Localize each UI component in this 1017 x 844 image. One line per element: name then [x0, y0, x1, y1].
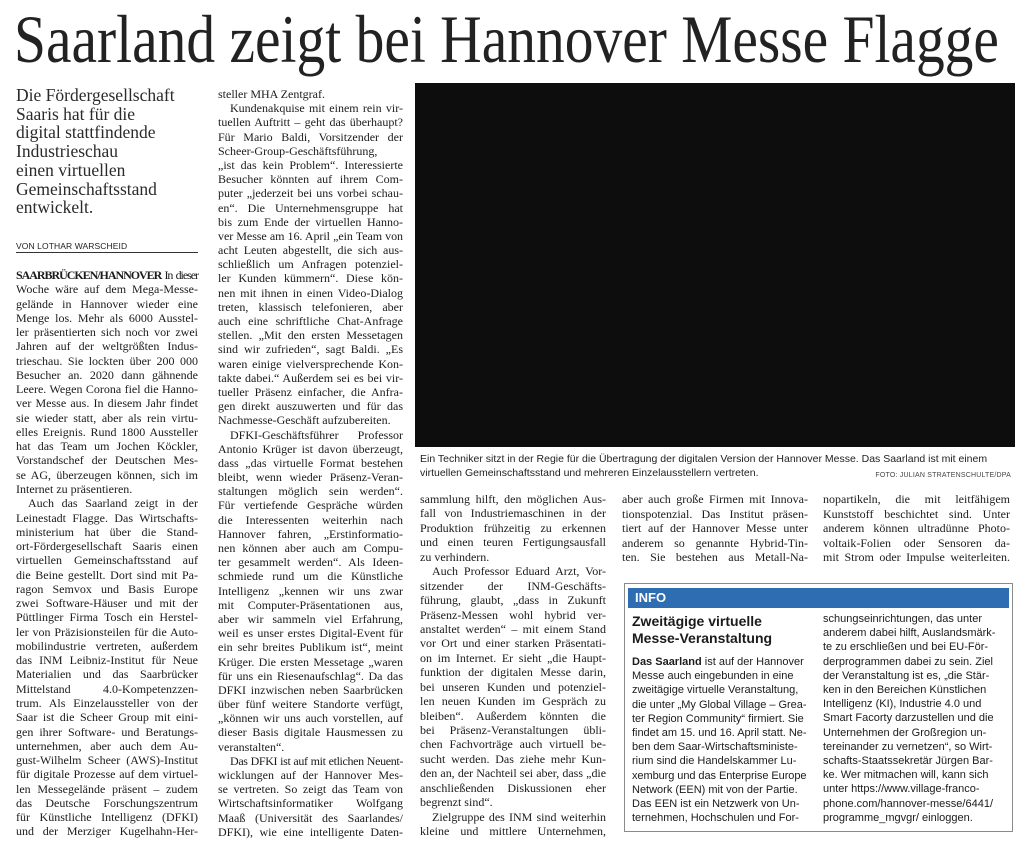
text-line: Zielgruppe des INM sind weiterhin — [432, 809, 606, 824]
caption-line: Ein Techniker sitzt in der Regie für die Übertragung der digitalen Version der Hannover Messe. Das Saarland ist mit einem — [420, 453, 988, 465]
text-line: Maaß (Universität des Saarlandes/ — [218, 810, 403, 825]
text-line: auch eine schriftliche Chat-Anfrage — [218, 314, 403, 328]
text-line: Präsenz-Messen wohl hybrid ver- — [420, 607, 606, 622]
text-line: schmiede rund um die Künstliche — [218, 569, 403, 584]
article-column-2 — [218, 87, 403, 839]
text-line: ke. Wer mitmachen will, kann sich — [823, 769, 989, 782]
text-line: en“. Die Unternehmensgruppe hat — [218, 200, 403, 215]
text-line: ein sehr breites Publikum ist“, meint — [218, 640, 403, 655]
text-line: trum. Als Einzelaussteller von der — [16, 695, 198, 710]
text-line: für uns ein Riesenaufschlag“. Da das — [218, 668, 403, 683]
photo-credit: FOTO: JULIAN STRATENSCHULTE/DPA — [875, 472, 1011, 479]
text-line: Scheer-Group-Geschäftsführung, — [218, 143, 378, 158]
text-line: bei unseren Kunden und potenziel- — [420, 679, 606, 694]
text-line: Produktion frühzeitig zu erkennen — [420, 520, 606, 535]
text-line: virtuellen Gemeinschaftsstand auf — [16, 553, 198, 568]
teaser-line: Saaris hat für die — [16, 103, 136, 124]
info-label: INFO — [635, 590, 667, 605]
text-line: Besucher könnten auf ihrem Com- — [218, 172, 403, 187]
text-line: DFKI), wie eine intelligente Daten- — [218, 824, 403, 839]
text-line: für Künstliche Intelligenz (DFKI) — [16, 810, 198, 825]
text-line: findet am 15. und 16. April statt. Ne- — [632, 727, 807, 740]
text-line: mit Computer-Präsentationen aus, — [218, 597, 403, 612]
text-line: Nachmesse-Geschäft aufzubereiten. — [218, 413, 391, 428]
text-line: den an, der Nachteil sei aber, dass „die — [420, 766, 606, 781]
text-line: gen ihrer Software- und Beratungs- — [16, 724, 198, 739]
headline: Saarland zeigt bei Hannover Messe Flagge — [14, 3, 999, 77]
info-heading-line: Zweitägige virtuelle — [632, 613, 762, 629]
caption-line: virtuellen Gemeinschaftsstand und mehreren Einzelausstellern vertreten. — [420, 467, 759, 479]
text-line: Hannover fahren, „Erstinformatio- — [218, 526, 403, 541]
text-line: tiert auf der Hannover Messe unter — [622, 521, 808, 535]
text-line: ben dem Saar-Wirtschaftsministe- — [632, 741, 798, 754]
text-line: ministerium hat über die Stand- — [16, 524, 198, 539]
line-text: In dieser — [164, 268, 198, 282]
text-line: weil es unser erstes Digital-Event für — [218, 626, 403, 641]
headline-container — [14, 3, 1004, 79]
text-line: funktion der digitalen Messe darin, — [420, 665, 606, 680]
teaser — [16, 86, 198, 217]
text-line: Internet zu präsentieren. — [16, 481, 133, 496]
text-line: Kunststoff beschichtet sind. Unter — [823, 506, 1010, 521]
text-line: ler Kunden kümmern“. Diese kön- — [218, 271, 403, 286]
text-line: und der Merziger Kugelhahn-Her- — [16, 824, 198, 839]
text-line: len neuen Kunden im Gespräch zu — [420, 694, 606, 709]
text-line: puter „jederzeit bei uns vorbei schau- — [218, 186, 403, 201]
text-line: Saar ist die Scheer Group mit eini- — [16, 710, 198, 725]
text-line: sitzender der INM-Geschäfts- — [420, 578, 606, 593]
text-line: tionspotenzial. Das Institut präsen- — [622, 506, 808, 521]
text-line: DFKI-Geschäftsführer Professor — [230, 427, 403, 442]
text-line: Mittelstand 4.0-Kompetenzzen- — [16, 681, 198, 696]
text-line: phone.com/hannover-messe/6441/ — [823, 797, 993, 810]
text-line: gen direkt auszuwerten und für das — [218, 399, 403, 414]
teaser-line: digital stattfindende — [16, 122, 156, 143]
text-line: für digitale Prozesse auf dem virtuel- — [16, 767, 198, 782]
text-line: ten. Sie bestehen aus Metall-Na- — [622, 550, 808, 564]
text-line: zwei Software-Häuser und mit der — [16, 596, 198, 611]
text-line: rium sind die Handelskammer Lu- — [632, 755, 797, 768]
text-line: dass „das virtuelle Format bestehen — [218, 455, 403, 470]
text-line: Das DFKI ist auf mit etlichen Neuent- — [230, 753, 403, 768]
text-line: tuellen Auftritt – geht das überhaupt? — [218, 115, 403, 130]
text-line: sammlung hilft, den möglichen Aus- — [420, 492, 606, 506]
text-line: mobilindustrie vertreten, außerdem — [16, 638, 198, 653]
text-line: Jahren auf der weltgrößten Indus- — [16, 339, 198, 354]
text-line: ver Messe aus. In diesem Jahr findet — [16, 396, 198, 411]
text-line: bleiben“. Außerdem könnten die — [420, 708, 606, 723]
text-line: sie wieder statt, aber als rein virtu- — [16, 410, 198, 425]
text-line: mit Strom oder Impulse weiterleiten. — [823, 550, 1010, 564]
text-line: voltaik-Folien oder Sensoren da- — [823, 535, 1010, 550]
text-line: sucht werden. Das ziehe mehr Kun- — [420, 751, 606, 766]
text-line: Für vertiefende Gespräche würden — [218, 498, 403, 513]
text-line: wicklungen auf der Hannover Mes- — [218, 768, 403, 782]
info-label-bar — [628, 588, 1009, 608]
text-line: Woche wäre auf dem Mega-Messe- — [16, 282, 198, 297]
text-line: takte dabei.“ Außerdem sei es bei vir- — [218, 370, 403, 385]
text-line: Kundenakquise mit einem rein vir- — [230, 101, 403, 116]
info-heading — [632, 613, 808, 647]
text-line: „können wir uns auch vorstellen, auf — [218, 711, 403, 726]
text-line: aber wir sammeln viel Erfahrung, — [218, 611, 403, 626]
text-line: gelände in Hannover wieder eine — [16, 296, 198, 311]
text-line: stellen. „Mit den ersten Messetagen — [218, 328, 403, 343]
text-line: derprogrammen dabei zu sein. Ziel — [823, 655, 993, 668]
article-column-5 — [823, 492, 1010, 565]
text-line — [16, 268, 198, 282]
info-column-2 — [823, 612, 1009, 825]
text-line: ken in den Bereichen Künstlichen — [823, 684, 987, 697]
text-line: Menge los. Mehr als 6000 Ausstel- — [16, 310, 198, 325]
text-line: veranstalten“. — [218, 739, 285, 754]
text-line — [632, 655, 808, 669]
text-line: unter https://www.village-franco- — [823, 783, 980, 796]
teaser-line: entwickelt. — [16, 197, 94, 218]
text-line: begrenzt sind“. — [420, 795, 493, 810]
text-line: Wirtschaftsinformatiker Wolfgang — [218, 796, 403, 811]
text-line: schließlich um Anfragen potenziel- — [218, 257, 403, 272]
text-line: unternehmen, aber auch dem Au- — [16, 738, 198, 753]
text-line: führung, glaubt, „dass in Zukunft — [420, 593, 606, 608]
text-line: ler von Präzisionsteilen für die Auto- — [16, 624, 198, 639]
text-line: trieschau. Sie lockten über 200 000 — [16, 353, 198, 368]
text-line: ter gesammelt werden“. Als Ideen- — [218, 555, 403, 570]
text-line: DFKI inzwischen neben Saarbrücken — [218, 682, 403, 697]
text-line: vor Ort und einer starken Präsentati- — [420, 636, 606, 651]
text-line: ort-Fördergesellschaft Saaris einen — [16, 539, 198, 554]
text-line: kleine und mittlere Unternehmen, — [420, 824, 606, 839]
text-line: bis zum Ende der virtuellen Hanno- — [218, 214, 403, 229]
article-column-3 — [420, 492, 606, 839]
text-line: Besucher an. 2020 dann gähnende — [16, 367, 198, 382]
line-lead: Das Saarland — [632, 656, 702, 668]
text-line: Für Mario Baldi, Vorsitzender der — [218, 129, 403, 144]
text-line: und einen teuren Fertigungsausfall — [420, 535, 606, 550]
text-line: dieser Basis digitale Hausmessen zu — [218, 725, 403, 740]
text-line: zweitägige virtuelle Veranstaltung, — [632, 684, 799, 697]
teaser-line: Gemeinschaftsstand — [16, 178, 157, 199]
text-line: waren einige vielversprechende Kon- — [218, 356, 403, 371]
text-line: te zu erschließen und bei EU-För- — [823, 641, 989, 654]
text-line: tereinander zu vernetzen“, so Wirt- — [823, 740, 993, 753]
teaser-line: Die Fördergesellschaft — [16, 85, 175, 105]
text-line: die Interessenten weiterhin nach — [218, 512, 403, 527]
text-line: über fünf weitere Standorte verfügt, — [218, 697, 403, 712]
text-line: Intelligenz (KI), Industrie 4.0 und — [823, 698, 982, 711]
text-line: nen mit ihnen in einen Video-Dialog — [218, 285, 403, 300]
text-line: elles Ereignis. Rund 1800 Aussteller — [16, 424, 198, 439]
text-line: Unternehmen der Großregion un- — [823, 726, 987, 739]
text-line: Antonio Krüger ist davon überzeugt, — [218, 441, 403, 456]
article-column-4 — [622, 492, 808, 565]
text-line: nen können aber auch am Compu- — [218, 541, 403, 555]
text-line: der Veranstaltung ist es, „die Stär- — [823, 669, 990, 682]
text-line: schafts-Staatssekretär Jürgen Bar- — [823, 755, 993, 768]
text-line: anderem können ultradünne Photo- — [823, 521, 1010, 535]
text-line: tueller Präsenz einfacher, die Anfra- — [218, 384, 403, 399]
text-line: Smart Facorty darzustellen und die — [823, 712, 994, 725]
text-line: bleibt, wenn wieder Präsenz-Veran- — [218, 470, 403, 485]
text-line: Intelligenz „kennen wir uns zwar — [218, 583, 403, 598]
text-line: anderem dabei hilft, Auslandsmärk- — [823, 627, 996, 640]
text-line: Auch Professor Eduard Arzt, Vor- — [432, 564, 606, 579]
text-line: Network (EEN) mit von der Partie. — [632, 783, 798, 796]
text-line: Das EEN ist ein Netzwerk von Un- — [632, 798, 800, 811]
text-line: zu verhindern. — [420, 549, 490, 564]
teaser-line: Industrieschau — [16, 141, 119, 162]
text-line: Leere. Wegen Corona fiel die Hanno- — [16, 382, 198, 397]
byline: VON LOTHAR WARSCHEID — [16, 241, 198, 253]
text-line: chen Fachvorträge auch virtuell be- — [420, 737, 606, 752]
text-line: xemburg und das Enterprise Europe — [632, 769, 807, 782]
text-line: das Deutsche Forschungszentrum — [16, 795, 198, 810]
text-line: sind wir zufrieden“, sagt Baldi. „Es — [218, 342, 403, 357]
text-line: len Messegelände präsent – zudem — [16, 781, 198, 796]
text-line: bei Präsenz-Veranstaltungen übli- — [420, 723, 606, 737]
teaser-line: einen virtuellen — [16, 159, 126, 180]
text-line: ler präsentierten sich noch vor zwei — [16, 325, 198, 340]
text-line: nopartikeln, die mit leitfähigem — [823, 492, 1010, 506]
text-line: Messe auch eingebunden in eine — [632, 670, 794, 683]
text-line: gust-Wilhelm Scheer (AWS)-Institut — [16, 753, 198, 768]
text-line: Vorstandschef der Deutschen Mes- — [16, 453, 198, 468]
text-line: se AG, überzeugen können, sich im — [16, 467, 198, 482]
article-photo — [415, 83, 1015, 447]
text-line: die Beine gestellt. Dort sind mit Pa- — [16, 567, 198, 582]
text-line: aber auch große Firmen mit Innova- — [622, 492, 808, 506]
text-line: ver Messe am 16. April „ein Team von — [218, 228, 403, 243]
text-line: ter Region Community“ firmiert. Sie — [632, 712, 804, 725]
text-line: acht Leuten abgestellt, die sich aus- — [218, 243, 403, 258]
text-line: Auch das Saarland zeigt in der — [28, 496, 198, 511]
text-line: on im Internet. Er sieht „die Haupt- — [420, 650, 606, 665]
info-heading-line: Messe-Veranstaltung — [632, 630, 773, 646]
info-column-1 — [632, 655, 808, 825]
text-line: ternehmen, Hochschulen und For- — [632, 812, 799, 825]
text-line: anderem so genannte Hybrid-Tin- — [622, 535, 808, 550]
text-line: anschließenden Diskussionen eher — [420, 780, 606, 795]
text-line: anstaltet werden“ – mit einem Stand — [420, 621, 606, 636]
text-line: se vertreten. So zeigt das Team von — [218, 782, 403, 797]
text-line: hat das Team um Jochen Köckler, — [16, 439, 198, 454]
text-line: fall von Industriemaschinen in der — [420, 506, 606, 521]
article-column-1 — [16, 268, 198, 839]
text-line: das INM Leibniz-Institut für Neue — [16, 653, 198, 668]
line-text: ist auf der Hannover — [704, 656, 804, 668]
text-line: staltungen möglich sein werden“. — [218, 484, 403, 499]
line-lead: SAARBRÜCKEN/HANNOVER — [16, 268, 162, 282]
text-line: Püttlinger Firma Tosch ein Herstel- — [16, 610, 198, 625]
text-line: schungseinrichtungen, das unter — [823, 613, 982, 625]
text-line: programme_mgvgr/ einloggen. — [823, 811, 973, 824]
text-line: Krüger. Die ersten Messetage „waren — [218, 654, 403, 669]
text-line: Materialien und das Saarbrücker — [16, 667, 198, 682]
text-line: die unter „My Global Village – Grea- — [632, 698, 807, 711]
text-line: treten, klassisch telefonieren, aber — [218, 299, 403, 314]
text-line: ragon Semvox und Basis Europe — [16, 581, 198, 596]
text-line: steller MHA Zentgraf. — [218, 87, 325, 101]
text-line: Leinestadt Flagge. Das Wirtschafts- — [16, 510, 198, 525]
text-line: „ist das kein Problem“. Interessierte — [218, 157, 403, 172]
